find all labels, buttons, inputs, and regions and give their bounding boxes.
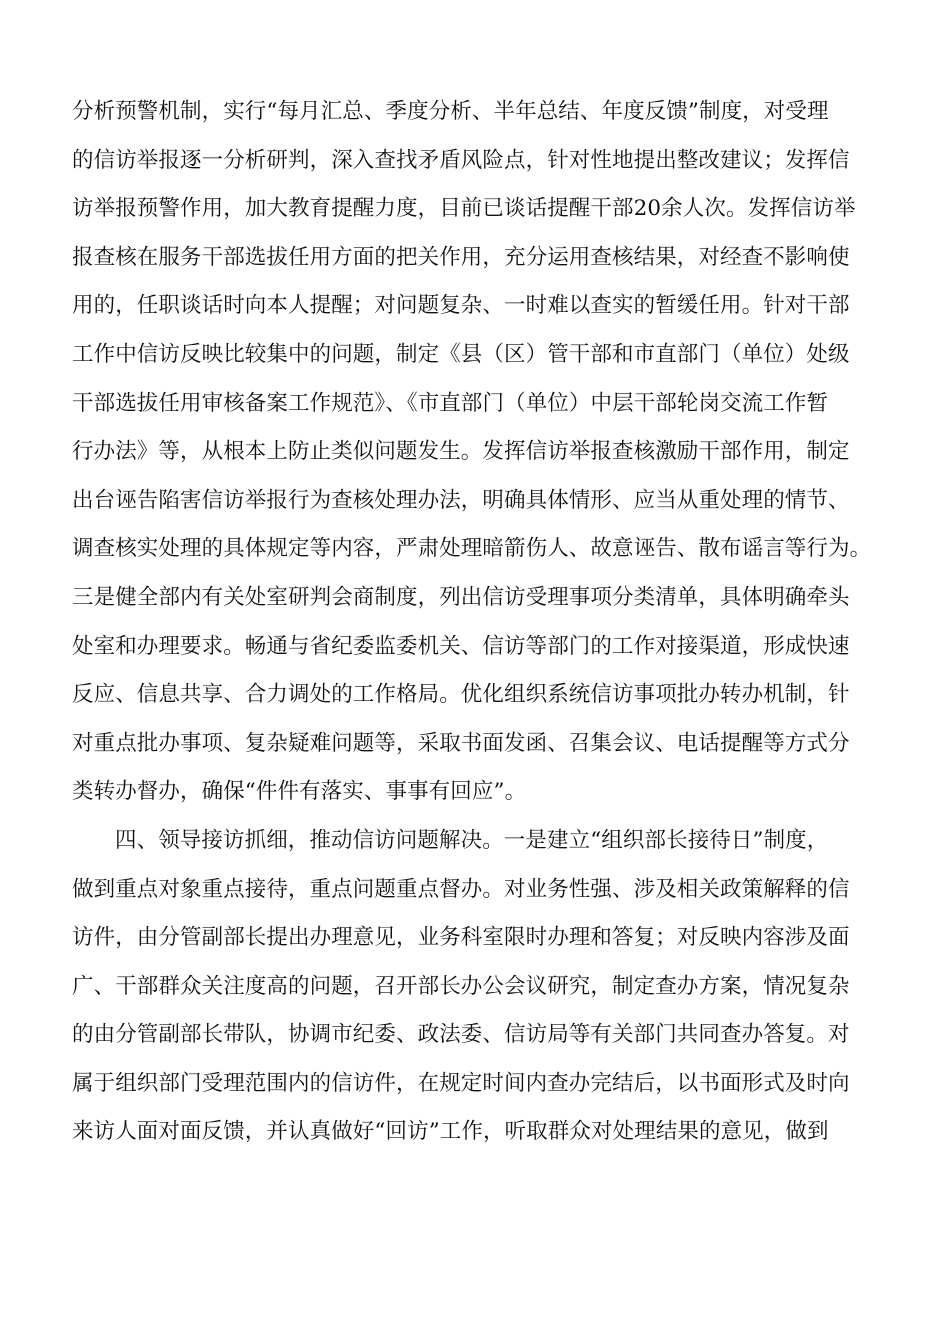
text-line: 类转办督办，确保“件件有落实、事事有回应”。 <box>72 779 527 805</box>
text-line: 的由分管副部长带队，协调市纪委、政法委、信访局等有关部门共同查办答复。对 <box>72 1022 850 1048</box>
text-line: 的信访举报逐一分析研判，深入查找矛盾风险点，针对性地提出整改建议；发挥信 <box>72 147 850 173</box>
text-line: 来访人面对面反馈，并认真做好“回访”工作，听取群众对处理结果的意见，做到 <box>72 1119 829 1145</box>
text-line: 三是健全部内有关处室研判会商制度，列出信访受理事项分类清单，具体明确牵头 <box>72 584 850 610</box>
text-line: 反应、信息共享、合力调处的工作格局。优化组织系统信访事项批办转办机制，针 <box>72 682 850 708</box>
text-line: 访件，由分管副部长提出办理意见，业务科室限时办理和答复；对反映内容涉及面 <box>72 925 850 951</box>
text-line: 干部选拔任用审核备案工作规范》、《市直部门（单位）中层干部轮岗交流工作暂 <box>72 390 829 416</box>
text-line: 报查核在服务干部选拔任用方面的把关作用，充分运用查核结果，对经查不影响使 <box>72 244 850 270</box>
text-line: 行办法》等，从根本上防止类似问题发生。发挥信访举报查核激励干部作用，制定 <box>72 439 850 465</box>
text-line: 属于组织部门受理范围内的信访件，在规定时间内查办完结后，以书面形式及时向 <box>72 1070 850 1096</box>
body-text <box>72 92 892 1161</box>
text-line: 处室和办理要求。畅通与省纪委监委机关、信访等部门的工作对接渠道，形成快速 <box>72 633 850 659</box>
text-line: 做到重点对象重点接待，重点问题重点督办。对业务性强、涉及相关政策解释的信 <box>72 876 850 902</box>
paragraph-start-line: 四、领导接访抓细，推动信访问题解决。一是建立“组织部长接待日”制度， <box>115 827 829 853</box>
text-line: 广、干部群众关注度高的问题，召开部长办公会议研究，制定查办方案，情况复杂 <box>72 973 850 999</box>
text-line: 调查核实处理的具体规定等内容，严肃处理暗箭伤人、故意诬告、散布谣言等行为。 <box>72 536 872 562</box>
text-line: 分析预警机制，实行“每月汇总、季度分析、半年总结、年度反馈”制度，对受理 <box>72 99 829 124</box>
text-line: 用的，任职谈话时向本人提醒；对问题复杂、一时难以查实的暂缓任用。针对干部 <box>72 293 850 319</box>
text-line: 访举报预警作用，加大教育提醒力度，目前已谈话提醒干部20余人次。发挥信访举 <box>72 196 856 222</box>
text-line: 工作中信访反映比较集中的问题，制定《县（区）管干部和市直部门（单位）处级 <box>72 341 850 367</box>
text-line: 对重点批办事项、复杂疑难问题等，采取书面发函、召集会议、电话提醒等方式分 <box>72 730 850 756</box>
text-line: 出台诬告陷害信访举报行为查核处理办法，明确具体情形、应当从重处理的情节、 <box>72 487 850 513</box>
